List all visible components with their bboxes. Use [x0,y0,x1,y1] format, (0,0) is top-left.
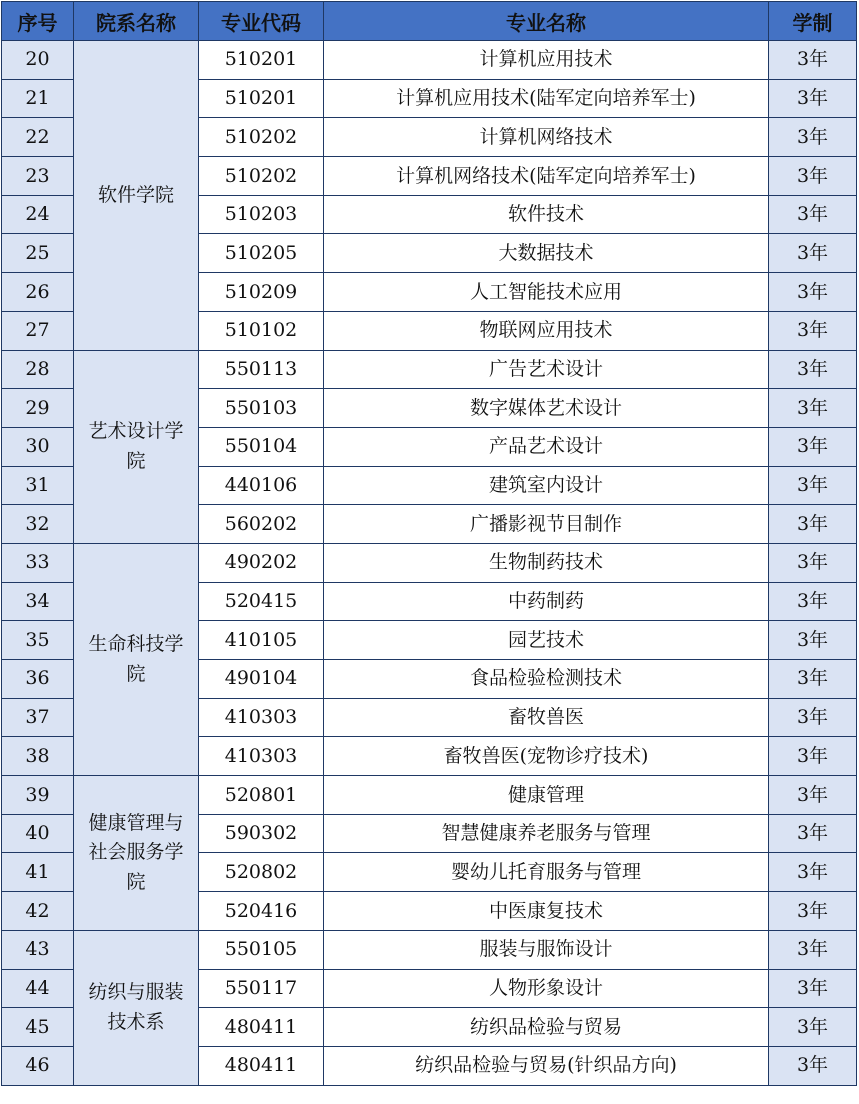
major-name: 计算机应用技术(陆军定向培养军士) [324,79,769,118]
table-row [2,41,857,80]
study-duration: 3年 [769,1008,857,1047]
major-name: 人物形象设计 [324,969,769,1008]
department-cell [74,930,199,1085]
department-name: 健康管理与社会服务学院 [88,811,184,893]
major-code: 410303 [199,737,324,776]
table-row [2,930,857,969]
major-name: 物联网应用技术 [324,311,769,350]
header-major: 专业名称 [324,2,769,41]
major-name: 食品检验检测技术 [324,660,769,699]
row-index: 20 [2,41,74,80]
major-name: 健康管理 [324,776,769,815]
row-index: 38 [2,737,74,776]
major-code: 550113 [199,350,324,389]
row-index: 36 [2,660,74,699]
study-duration: 3年 [769,737,857,776]
row-index: 33 [2,543,74,582]
major-name: 数字媒体艺术设计 [324,389,769,428]
department-cell [74,41,199,351]
study-duration: 3年 [769,466,857,505]
major-name: 园艺技术 [324,621,769,660]
row-index: 23 [2,157,74,196]
major-name: 畜牧兽医(宠物诊疗技术) [324,737,769,776]
table-row [2,543,857,582]
major-name: 智慧健康养老服务与管理 [324,814,769,853]
row-index: 28 [2,350,74,389]
study-duration: 3年 [769,543,857,582]
major-code: 550117 [199,969,324,1008]
row-index: 37 [2,698,74,737]
row-index: 31 [2,466,74,505]
study-duration: 3年 [769,389,857,428]
major-name: 计算机网络技术 [324,118,769,157]
row-index: 34 [2,582,74,621]
department-name: 软件学院 [97,183,174,206]
study-duration: 3年 [769,698,857,737]
study-duration: 3年 [769,892,857,931]
majors-table [1,1,857,1086]
department-name: 生命科技学院 [88,633,184,685]
major-name: 畜牧兽医 [324,698,769,737]
study-duration: 3年 [769,621,857,660]
study-duration: 3年 [769,776,857,815]
major-code: 560202 [199,505,324,544]
major-name: 人工智能技术应用 [324,273,769,312]
row-index: 29 [2,389,74,428]
row-index: 21 [2,79,74,118]
header-row [2,2,857,41]
major-code: 410303 [199,698,324,737]
major-name: 中药制药 [324,582,769,621]
row-index: 22 [2,118,74,157]
header-index: 序号 [2,2,74,41]
row-index: 46 [2,1046,74,1085]
row-index: 27 [2,311,74,350]
row-index: 42 [2,892,74,931]
major-name: 生物制药技术 [324,543,769,582]
department-cell [74,776,199,931]
study-duration: 3年 [769,195,857,234]
study-duration: 3年 [769,1046,857,1085]
major-code: 510201 [199,41,324,80]
major-code: 510202 [199,118,324,157]
study-duration: 3年 [769,427,857,466]
row-index: 32 [2,505,74,544]
major-code: 490104 [199,660,324,699]
study-duration: 3年 [769,118,857,157]
study-duration: 3年 [769,969,857,1008]
study-duration: 3年 [769,853,857,892]
study-duration: 3年 [769,157,857,196]
row-index: 43 [2,930,74,969]
major-code: 480411 [199,1046,324,1085]
major-code: 440106 [199,466,324,505]
major-code: 550104 [199,427,324,466]
study-duration: 3年 [769,505,857,544]
study-duration: 3年 [769,41,857,80]
header-duration: 学制 [769,2,857,41]
major-name: 广播影视节目制作 [324,505,769,544]
major-name: 计算机网络技术(陆军定向培养军士) [324,157,769,196]
row-index: 24 [2,195,74,234]
major-name: 计算机应用技术 [324,41,769,80]
major-name: 婴幼儿托育服务与管理 [324,853,769,892]
major-code: 520802 [199,853,324,892]
study-duration: 3年 [769,350,857,389]
major-name: 纺织品检验与贸易(针织品方向) [324,1046,769,1085]
major-code: 510203 [199,195,324,234]
header-code: 专业代码 [199,2,324,41]
major-code: 490202 [199,543,324,582]
major-code: 510209 [199,273,324,312]
study-duration: 3年 [769,311,857,350]
department-name: 纺织与服装技术系 [88,981,184,1033]
major-name: 大数据技术 [324,234,769,273]
major-name: 中医康复技术 [324,892,769,931]
major-code: 590302 [199,814,324,853]
department-cell [74,543,199,775]
major-code: 550105 [199,930,324,969]
major-code: 480411 [199,1008,324,1047]
header-dept: 院系名称 [74,2,199,41]
major-name: 服装与服饰设计 [324,930,769,969]
major-name: 纺织品检验与贸易 [324,1008,769,1047]
major-name: 产品艺术设计 [324,427,769,466]
major-code: 550103 [199,389,324,428]
major-code: 520801 [199,776,324,815]
department-name: 艺术设计学院 [88,420,184,472]
study-duration: 3年 [769,273,857,312]
table-row [2,776,857,815]
row-index: 39 [2,776,74,815]
major-code: 510202 [199,157,324,196]
row-index: 26 [2,273,74,312]
major-code: 510102 [199,311,324,350]
row-index: 45 [2,1008,74,1047]
row-index: 40 [2,814,74,853]
study-duration: 3年 [769,79,857,118]
table-row [2,350,857,389]
major-code: 520416 [199,892,324,931]
major-code: 510201 [199,79,324,118]
row-index: 25 [2,234,74,273]
study-duration: 3年 [769,814,857,853]
major-code: 520415 [199,582,324,621]
study-duration: 3年 [769,234,857,273]
major-name: 建筑室内设计 [324,466,769,505]
department-cell [74,350,199,543]
major-name: 广告艺术设计 [324,350,769,389]
study-duration: 3年 [769,660,857,699]
major-name: 软件技术 [324,195,769,234]
table-body [2,41,857,1086]
row-index: 30 [2,427,74,466]
major-code: 410105 [199,621,324,660]
row-index: 35 [2,621,74,660]
study-duration: 3年 [769,582,857,621]
major-code: 510205 [199,234,324,273]
row-index: 41 [2,853,74,892]
row-index: 44 [2,969,74,1008]
study-duration: 3年 [769,930,857,969]
